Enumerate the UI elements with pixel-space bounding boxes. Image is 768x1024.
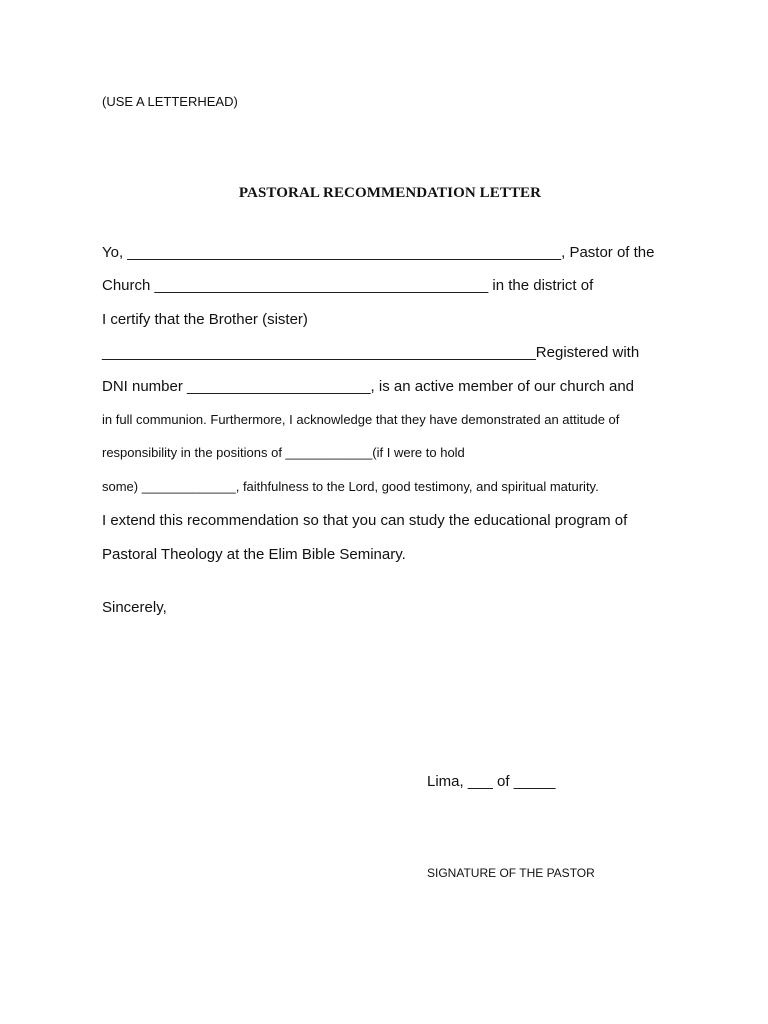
body-line-8: some) _____________, faithfulness to the Lord, good testimony, and spiritual maturity. [102, 479, 599, 494]
body-line-1: Yo, ____________________________________________________, Pastor of the [102, 244, 655, 261]
body-line-9: I extend this recommendation so that you can study the educational program of [102, 512, 628, 529]
body-line-3: I certify that the Brother (sister) [102, 311, 308, 328]
place-date: Lima, ___ of _____ [427, 773, 556, 790]
body-line-2: Church ________________________________________ in the district of [102, 277, 594, 294]
body-line-7: responsibility in the positions of ____________(if I were to hold [102, 445, 465, 460]
letterhead-note: (USE A LETTERHEAD) [102, 94, 238, 109]
letter-title: PASTORAL RECOMMENDATION LETTER [238, 185, 542, 201]
body-line-5: DNI number ______________________, is an active member of our church and [102, 378, 635, 395]
body-line-4: ____________________________________________________Registered with [102, 344, 640, 361]
body-line-10: Pastoral Theology at the Elim Bible Seminary. [102, 546, 406, 563]
closing: Sincerely, [102, 599, 167, 616]
body-line-6: in full communion. Furthermore, I acknowledge that they have demonstrated an attitude of [102, 412, 620, 427]
signature-label: SIGNATURE OF THE PASTOR [427, 866, 595, 880]
